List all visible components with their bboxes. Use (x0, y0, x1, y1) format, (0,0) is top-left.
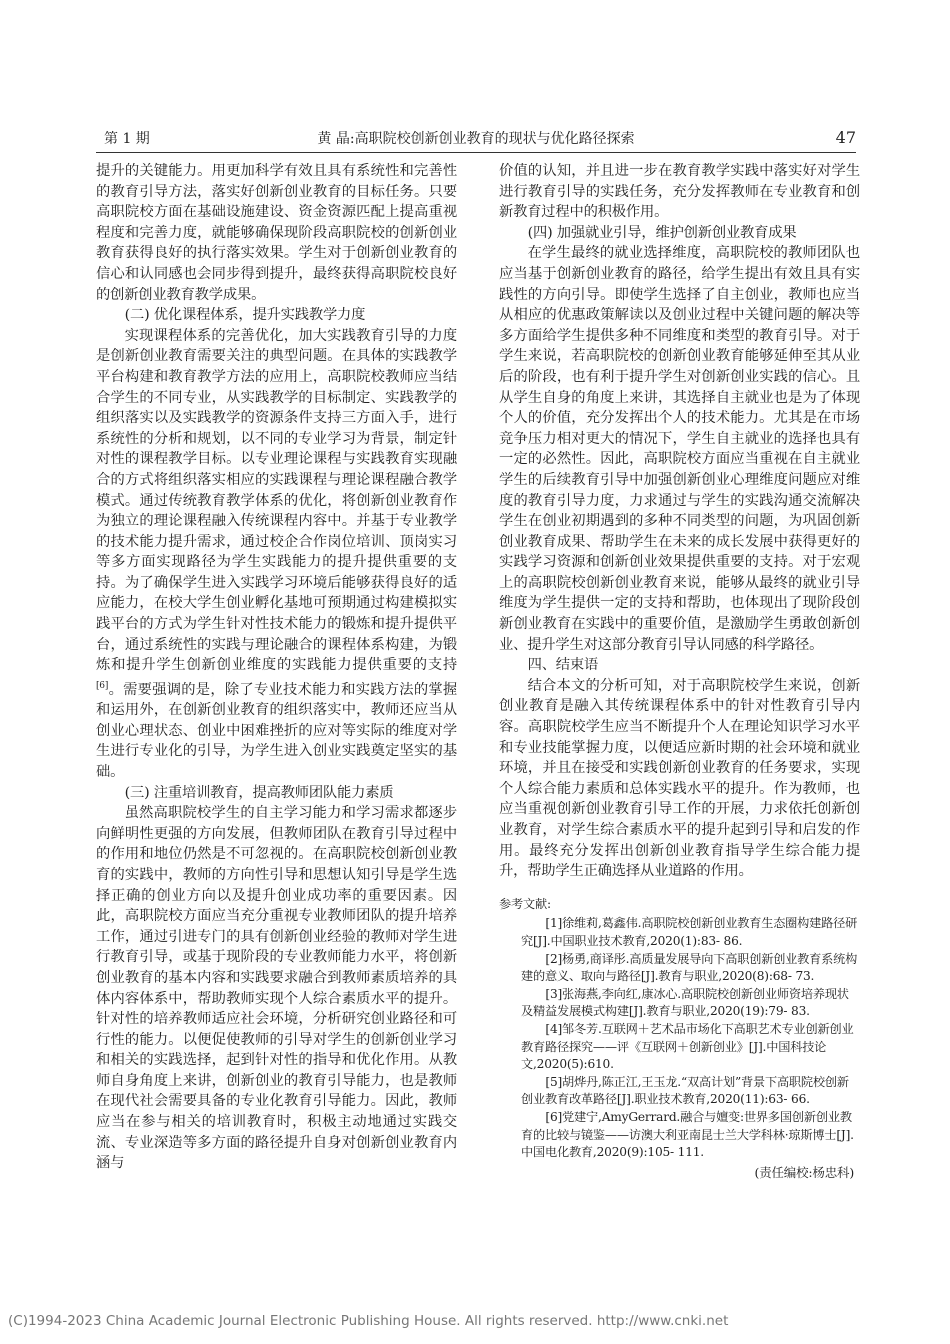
citation-marker: [6] (96, 680, 109, 691)
section-heading: (四) 加强就业引导，维护创新创业教育成果 (527, 224, 797, 241)
header-rule (96, 152, 856, 153)
issue-number: 第 1 期 (104, 131, 150, 147)
paragraph (96, 326, 457, 783)
paragraph: 价值的认知，并且进一步在教育教学实践中落实好对学生进行教育引导的实践任务，充分发挥教师在专业教育和创新教育过程中的积极作用。 (499, 163, 860, 221)
paragraph: 结合本文的分析可知，对于高职院校学生来说，创新创业教育是融入其传统课程体系中的针对性教育引导内容。高职院校学生应当不断提升个人在理论知识学习水平和专业技能掌握力度，以便适应新时期的社会环境和就业环境，并且在接受和实践创新创业教育的任务要求，实现个人综合能力素质和总体实践水平的提升。作为教师，也应当重视创新创业教育引导工作的开展，力求依托创新创业教育，对学生综合素质水平的提升起到引导和启发的作用。最终充分发挥出创新创业教育指导学生综合能力提升，帮助学生正确选择从业道路的作用。 (499, 677, 860, 880)
reference-item: [2]杨勇,商译彤.高质量发展导向下高职创新创业教育系统构建的意义、取向与路径[J].教育与职业,2020(8):68- 73. (521, 951, 858, 984)
left-column (96, 161, 457, 1174)
reference-item: [5]胡烨丹,陈正江,王玉龙.“双高计划”背景下高职院校创新创业教育改革路径[J].职业技术教育,2020(11):63- 66. (521, 1074, 849, 1107)
references (499, 896, 860, 1182)
reference-item: [3]张海燕,李向红,康冰心.高职院校创新创业师资培养现状及精益发展模式构建[J].教育与职业,2020(19):79- 83. (521, 986, 849, 1019)
section-heading: (二) 优化课程体系，提升实践教学力度 (124, 307, 366, 324)
paragraph: 提升的关键能力。用更加科学有效且具有系统性和完善性的教育引导方法，落实好创新创业教育的目标任务。只要高职院校方面在基础设施建设、资金资源匹配上提高重视程度和完善力度，就能够确保现阶段高职院校的创新创业教育获得良好的执行落实效果。学生对于创新创业教育的信心和认同感也会同步得到提升，最终获得高职院校良好的创新创业教育教学成果。 (96, 163, 457, 303)
page-number: 47 (835, 128, 856, 147)
paragraph: 在学生最终的就业选择维度，高职院校的教师团队也应当基于创新创业教育的路径，给学生提出有效且具有实践性的方向引导。即使学生选择了自主创业，教师也应当从相应的优惠政策解读以及创业过程中关键问题的解决等多方面给学生提供多种不同维度和类型的教育引导。对于学生来说，若高职院校的创新创业教育能够延伸至其从业后的阶段，也有利于提升学生对创新创业实践的信心。且从学生自身的角度上来讲，其选择自主就业也是为了体现个人的价值，充分发挥出个人的技术能力。尤其是在市场竞争压力相对更大的情况下，学生自主就业的选择也具有一定的必然性。因此，高职院校方面应当重视在自主就业学生的后续教育引导中加强创新创业心理维度问题应对维度的教育引导力度，力求通过与学生的实践沟通交流解决学生在创业初期遇到的多种不同类型的问题，为巩固创新创业教育成果、帮助学生在未来的成长发展中获得更好的实践学习资源和创新创业效果提供重要的支持。对于宏观上的高职院校创新创业教育来说，能够从最终的就业引导维度为学生提供一定的支持和帮助，也体现出了现阶段创新创业教育在实践中的重要价值，是激励学生勇敢创新创业、提升学生对这部分教育引导认同感的科学路径。 (499, 245, 860, 653)
paragraph-text: 。需要强调的是，除了专业技术能力和实践方法的掌握和运用外，在创新创业教育的组织落实中，教师还应当从创业心理状态、创业中困难挫折的应对等实际的维度对学生进行专业化的引导，为学生进入创业实践奠定坚实的基础。 (96, 681, 457, 780)
copyright-footer: (C)1994-2023 China Academic Journal Electronic Publishing House. All rights reserved. http://www.cnki.net (8, 1313, 729, 1329)
section-heading: (三) 注重培训教育，提高教师团队能力素质 (124, 784, 394, 801)
editor-note: (责任编校:杨忠科) (754, 1164, 854, 1180)
running-header (96, 128, 856, 150)
reference-item: [1]徐维莉,葛鑫伟.高职院校创新创业教育生态圈构建路径研究[J].中国职业技术教育,2020(1):83- 86. (521, 916, 858, 948)
section-heading: 四、结束语 (527, 657, 599, 674)
running-title: 黄 晶:高职院校创新创业教育的现状与优化路径探索 (317, 131, 635, 147)
references-title: 参考文献: (499, 896, 551, 911)
right-column (499, 161, 860, 1181)
paragraph: 虽然高职院校学生的自主学习能力和学习需求都逐步向鲜明性更强的方向发展，但教师团队在教育引导过程中的作用和地位仍然是不可忽视的。在高职院校创新创业教育的实践中，教师的方向性引导和思想认知引导是学生选择正确的创业方向以及提升创业成功率的重要因素。因此，高职院校方面应当充分重视专业教师团队的提升培养工作，通过引进专门的具有创新创业经验的教师对学生进行教育引导，或基于现阶段的专业教师能力水平，将创新创业教育的基本内容和实践要求融合到教师素质培养的具体内容体系中，帮助教师实现个人综合素质水平的提升。针对性的培养教师适应社会环境，分析研究创业路径和可行性的能力。以便促使教师的引导对学生的创新创业学习和相关的实践选择，起到针对性的指导和优化作用。从教师自身角度上来讲，创新创业的教育引导能力，也是教师在现代社会需要具备的专业化教育引导能力。因此，教师应当在参与相关的培训教育时，积极主动地通过实践交流、专业深造等多方面的路径提升自身对创新创业教育内涵与 (96, 805, 457, 1172)
reference-item: [4]邹冬芳.互联网＋艺术品市场化下高职艺术专业创新创业教育路径探究——评《互联网＋创新创业》[J].中国科技论文,2020(5):610. (521, 1021, 854, 1072)
reference-item: [6]党建宁,AmyGerrard.融合与嬗变:世界多国创新创业教育的比较与镜鉴——访澳大利亚南昆士兰大学科林·琼斯博士[J].中国电化教育,2020(9):105- 111. (521, 1109, 854, 1160)
paragraph-text: 实现课程体系的完善优化，加大实践教育引导的力度是创新创业教育需要关注的典型问题。在具体的实践教学平台构建和教育教学方法的应用上，高职院校教师应当结合学生的不同专业，从实践教学的目标制定、实践教学的组织落实以及实践教学的资源条件支持三方面入手，进行系统性的分析和规划，以不同的专业学习为背景，制定针对性的课程教学目标。以专业理论课程与实践教育实现融合的方式将组织落实相应的实践课程与理论课程融合教学模式。通过传统教育教学体系的优化，将创新创业教育作为独立的理论课程融入传统课程内容中。并基于专业教学的技术能力提升需求，通过校企合作岗位培训、顶岗实习等多方面实现路径为学生实践能力的提升提供重要的支持。为了确保学生进入实践学习环境后能够获得良好的适应能力，在校大学生创业孵化基地可预期通过构建模拟实践平台的方式为学生针对性技术能力的锻炼和提升提供平台，通过系统性的实践与理论融合的课程体系构建，为锻炼和提升学生创新创业维度的实践能力提供重要的支持 (96, 327, 457, 674)
